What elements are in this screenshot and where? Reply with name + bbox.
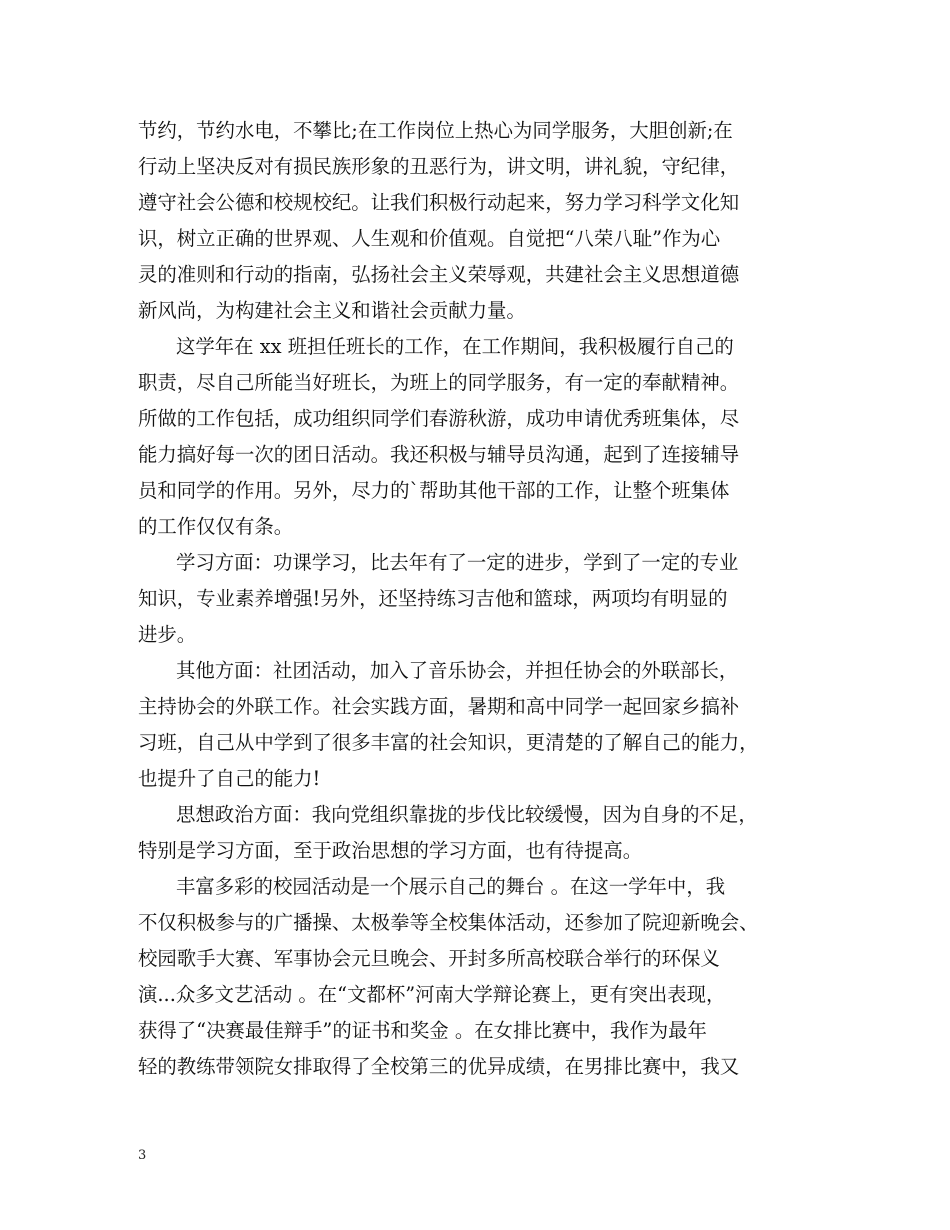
text-line: 也提升了自己的能力! (138, 767, 321, 790)
paragraph-first-line: 其他方面：社团活动，加入了音乐协会，并担任协会的外联部长， (176, 659, 739, 682)
paragraph-first-line: 思想政治方面：我向党组织靠拢的步伐比较缓慢，因为自身的不足， (176, 803, 758, 826)
text-line: 主持协会的外联工作。社会实践方面，暑期和高中同学一起回家乡搞补 (138, 695, 740, 718)
text-line: 获得了“决赛最佳辩手”的证书和奖金 。在女排比赛中，我作为最年 (138, 1019, 707, 1042)
text-line: 职责，尽自己所能当好班长，为班上的同学服务，有一定的奉献精神。 (138, 371, 740, 394)
text-line: 节约，节约水电，不攀比;在工作岗位上热心为同学服务，大胆创新;在 (138, 119, 733, 142)
text-line: 遵守社会公德和校规校纪。让我们积极行动起来，努力学习科学文化知 (138, 191, 740, 214)
paragraph-first-line: 这学年在 xx 班担任班长的工作，在工作期间，我积极履行自己的 (176, 335, 734, 358)
text-line: 能力搞好每一次的团日活动。我还积极与辅导员沟通，起到了连接辅导 (138, 443, 740, 466)
text-line: 新风尚，为构建社会主义和谐社会贡献力量。 (138, 299, 526, 322)
text-line: 习班，自己从中学到了很多丰富的社会知识，更清楚的了解自己的能力， (138, 731, 759, 754)
document-body (138, 113, 828, 1085)
text-line: 灵的准则和行动的指南，弘扬社会主义荣辱观，共建社会主义思想道德 (138, 263, 740, 286)
text-line: 所做的工作包括，成功组织同学们春游秋游，成功申请优秀班集体，尽 (138, 407, 740, 430)
text-line: 进步。 (138, 623, 197, 646)
text-line: 员和同学的作用。另外，尽力的`帮助其他干部的工作，让整个班集体 (138, 479, 730, 502)
text-line: 行动上坚决反对有损民族形象的丑恶行为，讲文明，讲礼貌，守纪律， (138, 155, 740, 178)
text-line: 不仅积极参与的广播操、太极拳等全校集体活动，还参加了院迎新晚会、 (138, 911, 759, 934)
text-line: 演...众多文艺活动 。在“文都杯”河南大学辩论赛上，更有突出表现， (138, 983, 726, 1006)
text-line: 特别是学习方面，至于政治思想的学习方面，也有待提高。 (138, 839, 643, 862)
text-line: 轻的教练带领院女排取得了全校第三的优异成绩，在男排比赛中，我又 (138, 1055, 740, 1078)
text-line: 的工作仅仅有条。 (138, 515, 294, 538)
paragraph-first-line: 丰富多彩的校园活动是一个展示自己的舞台 。在这一学年中，我 (176, 875, 726, 898)
page-number: 3 (138, 1148, 147, 1163)
text-line: 知识，专业素养增强!另外，还坚持练习吉他和篮球，两项均有明显的 (138, 587, 728, 610)
text-line: 校园歌手大赛、军事协会元旦晚会、开封多所高校联合举行的环保义 (138, 947, 720, 970)
text-line: 识，树立正确的世界观、人生观和价值观。自觉把“八荣八耻”作为心 (138, 227, 721, 250)
paragraph-first-line: 学习方面：功课学习，比去年有了一定的进步，学到了一定的专业 (176, 551, 739, 574)
